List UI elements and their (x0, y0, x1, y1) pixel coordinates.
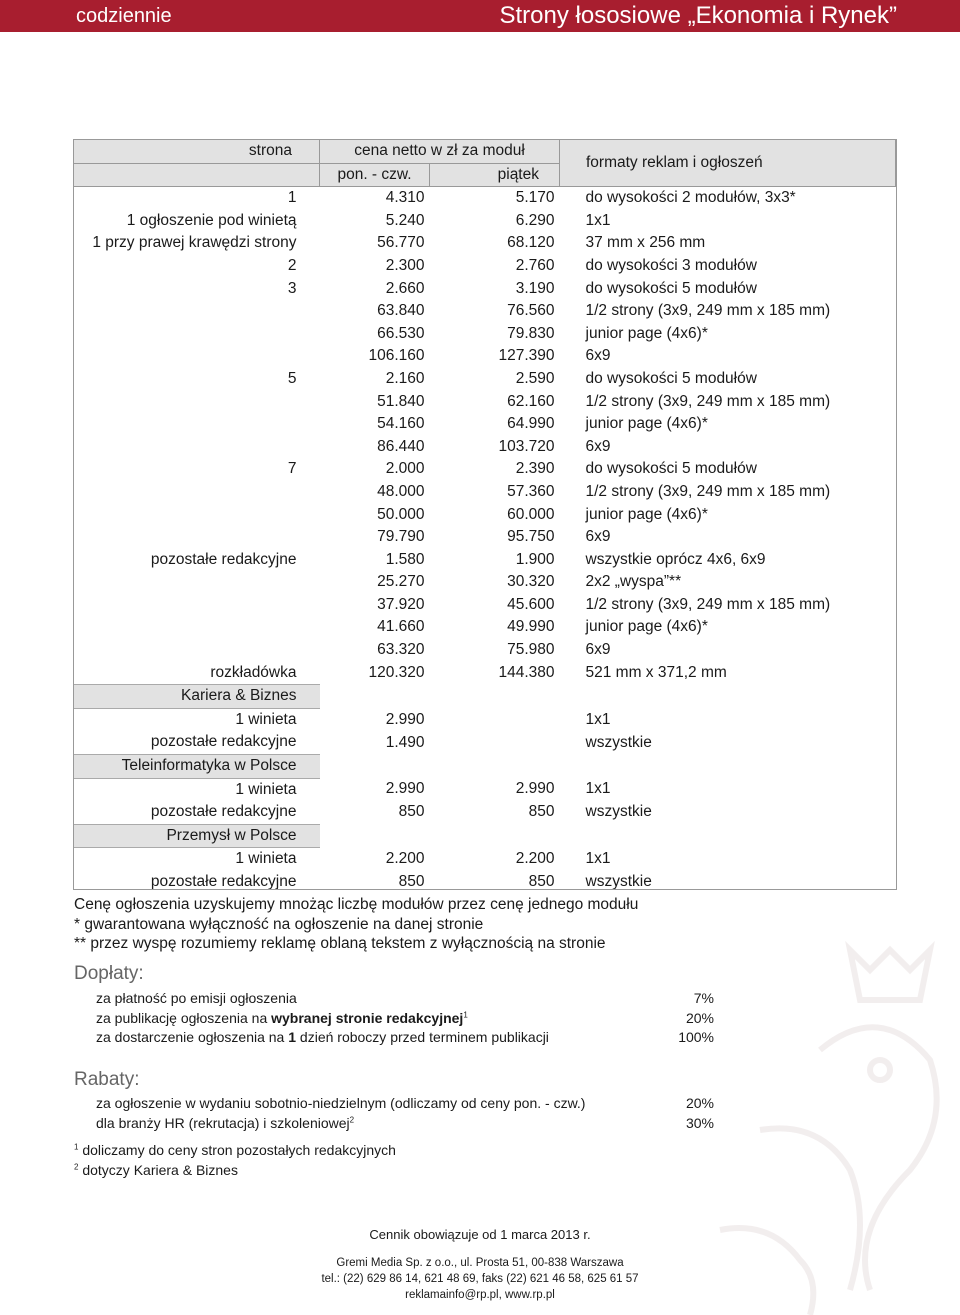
cell-price-pon-czw: 120.320 (368, 663, 425, 681)
cell-format: 6x9 (585, 347, 611, 365)
cell-price-pon-czw: 25.270 (377, 573, 425, 591)
doplata-value: 100% (678, 1029, 714, 1045)
footnotes (74, 1141, 396, 1180)
section-title: Teleinformatyka w Polsce (74, 755, 320, 779)
cell-price-pon-czw: 1.490 (385, 733, 425, 751)
table-row (74, 436, 896, 459)
table-row (74, 481, 896, 504)
cell-strona (74, 436, 320, 459)
cell-strona: rozkładówka (210, 663, 297, 681)
note-price-calc: Cenę ogłoszenia uzyskujemy mnożąc liczbę modułów przez cenę jednego modułu (74, 896, 639, 913)
table-row (74, 662, 896, 685)
cell-price-piatek: 144.380 (498, 663, 555, 681)
table-row (74, 232, 896, 255)
cell-price-pon-czw: 37.920 (377, 595, 425, 613)
cell-format: 6x9 (585, 437, 611, 455)
section-header-row (74, 685, 896, 709)
doplaty-list (96, 989, 714, 1048)
cell-format: junior page (4x6)* (585, 324, 708, 342)
cell-price-pon-czw: 86.440 (377, 437, 425, 455)
cell-strona (74, 481, 320, 504)
cell-format: 37 mm x 256 mm (585, 234, 706, 252)
cell-price-pon-czw: 4.310 (385, 189, 425, 207)
cell-format: 1/2 strony (3x9, 249 mm x 185 mm) (585, 392, 831, 410)
cell-strona: 2 (287, 256, 297, 274)
price-table-body (74, 140, 896, 894)
doplata-value: 7% (693, 990, 714, 1006)
cell-strona (74, 323, 320, 346)
footer-contact: reklamainfo@rp.pl, www.rp.pl (405, 1289, 555, 1301)
cell-strona (74, 345, 320, 368)
table-row (74, 708, 896, 731)
footnote-1: $^1$ doliczamy do ceny stron pozostałych redakcyjnych (74, 1142, 396, 1158)
doplata-item (96, 1028, 714, 1048)
cell-format: 6x9 (585, 528, 611, 546)
cell-strona: 1 (287, 189, 297, 207)
cell-price-pon-czw: 63.840 (377, 302, 425, 320)
rabat-value: 20% (685, 1095, 714, 1111)
cell-price-piatek: 850 (528, 873, 555, 890)
cell-price-piatek: 79.830 (507, 324, 555, 342)
cell-strona: pozostałe redakcyjne (150, 803, 297, 821)
cell-strona: pozostałe redakcyjne (150, 550, 297, 568)
cell-format: 2x2 „wyspa”** (585, 573, 682, 591)
table-row (74, 300, 896, 323)
cell-price-pon-czw: 2.160 (385, 369, 425, 387)
cell-format: junior page (4x6)* (585, 618, 708, 636)
table-row (74, 210, 896, 233)
cell-price-pon-czw: 56.770 (377, 234, 425, 252)
section-spacer (320, 685, 896, 709)
section-title: Kariera & Biznes (74, 685, 320, 709)
cell-format: junior page (4x6)* (585, 505, 708, 523)
table-row (74, 278, 896, 301)
doplata-value: 20% (685, 1009, 714, 1026)
table-row (74, 345, 896, 368)
cell-price-pon-czw: 850 (398, 873, 425, 890)
price-table (73, 139, 896, 894)
rabaty-list (96, 1094, 714, 1133)
cell-strona: 7 (287, 460, 297, 478)
cell-format: do wysokości 5 modułów (585, 279, 757, 297)
cell-price-pon-czw: 66.530 (377, 324, 425, 342)
cell-strona: 1 przy prawej krawędzi strony (92, 234, 297, 252)
col-header-piatek: piątek (430, 163, 560, 187)
cell-price-pon-czw: 5.240 (385, 211, 425, 229)
cell-price-pon-czw: 63.320 (377, 641, 425, 659)
col-header-empty (74, 163, 320, 187)
section-spacer (320, 824, 896, 848)
cell-strona: pozostałe redakcyjne (150, 733, 297, 751)
cell-price-pon-czw: 1.580 (385, 550, 425, 568)
table-row (74, 848, 896, 871)
cell-strona (74, 413, 320, 436)
cell-format: wszystkie (585, 873, 652, 890)
footer-company: Gremi Media Sp. z o.o., ul. Prosta 51, 00-838 Warszawa (336, 1257, 624, 1269)
cell-format: do wysokości 2 modułów, 3x3* (585, 189, 796, 207)
cell-format: 1/2 strony (3x9, 249 mm x 185 mm) (585, 482, 831, 500)
cell-price-piatek (430, 708, 560, 731)
cell-price-piatek: 103.720 (498, 437, 555, 455)
table-row (74, 368, 896, 391)
cell-price-piatek: 1.900 (515, 550, 555, 568)
doplata-item (96, 989, 714, 1009)
notes (74, 895, 638, 954)
cell-strona (74, 571, 320, 594)
doplata-label: za płatność po emisji ogłoszenia (96, 990, 297, 1006)
cell-strona: 1 ogłoszenie pod winietą (126, 211, 297, 229)
cell-price-pon-czw: 2.200 (385, 850, 425, 868)
cell-strona: 5 (287, 369, 297, 387)
doplata-label: za publikację ogłoszenia na wybranej stronie redakcyjnej$^1$ (96, 1009, 468, 1026)
cell-price-pon-czw: 106.160 (368, 347, 425, 365)
table-row (74, 187, 896, 210)
cell-format: 1x1 (585, 780, 611, 798)
cell-strona: 1 winieta (235, 780, 297, 798)
cell-strona: 3 (287, 279, 297, 297)
table-row (74, 778, 896, 801)
cell-price-pon-czw: 51.840 (377, 392, 425, 410)
cell-price-pon-czw: 850 (398, 803, 425, 821)
cell-price-pon-czw: 2.000 (385, 460, 425, 478)
table-row (74, 639, 896, 662)
table-header-row (74, 140, 896, 164)
page-title: Strony łososiowe „Ekonomia i Rynek” (499, 2, 897, 29)
table-row (74, 571, 896, 594)
table-row (74, 458, 896, 481)
doplaty-heading: Dopłaty: (74, 963, 144, 984)
cell-format: wszystkie (585, 803, 652, 821)
cell-price-pon-czw: 79.790 (377, 528, 425, 546)
cell-price-pon-czw: 2.660 (385, 279, 425, 297)
cell-format: 521 mm x 371,2 mm (585, 663, 727, 681)
rabat-item (96, 1114, 714, 1134)
cell-price-pon-czw: 41.660 (377, 618, 425, 636)
cell-format: 1x1 (585, 710, 611, 728)
table-row (74, 255, 896, 278)
cell-price-piatek: 75.980 (507, 641, 555, 659)
cell-strona (74, 526, 320, 549)
cell-price-piatek: 76.560 (507, 302, 555, 320)
col-header-cena: cena netto w zł za moduł (320, 140, 560, 164)
cell-price-piatek: 127.390 (498, 347, 555, 365)
col-header-strona: strona (74, 140, 320, 164)
cell-strona (74, 391, 320, 414)
footer-validity: Cennik obowiązuje od 1 marca 2013 r. (369, 1227, 591, 1242)
cell-price-piatek: 49.990 (507, 618, 555, 636)
cell-price-piatek: 57.360 (507, 482, 555, 500)
cell-price-piatek: 3.190 (515, 279, 555, 297)
cell-format: wszystkie oprócz 4x6, 6x9 (585, 550, 766, 568)
cell-strona: 1 winieta (235, 850, 297, 868)
cell-price-pon-czw: 48.000 (377, 482, 425, 500)
cell-format: junior page (4x6)* (585, 415, 708, 433)
cell-format: 1/2 strony (3x9, 249 mm x 185 mm) (585, 595, 831, 613)
cell-strona (74, 594, 320, 617)
section-label: codziennie (76, 5, 172, 27)
cell-price-pon-czw: 2.300 (385, 256, 425, 274)
cell-price-piatek: 68.120 (507, 234, 555, 252)
cell-price-pon-czw: 2.990 (385, 780, 425, 798)
cell-price-piatek: 64.990 (507, 415, 555, 433)
cell-price-pon-czw: 2.990 (385, 710, 425, 728)
rabat-label: dla branży HR (rekrutacja) i szkoleniowej$^2$ (96, 1114, 355, 1131)
cell-strona (74, 504, 320, 527)
table-row (74, 413, 896, 436)
cell-strona (74, 639, 320, 662)
cell-price-piatek: 62.160 (507, 392, 555, 410)
table-row (74, 871, 896, 894)
cell-price-piatek: 2.590 (515, 369, 555, 387)
cell-price-piatek: 2.990 (515, 780, 555, 798)
cell-price-pon-czw: 54.160 (377, 415, 425, 433)
table-row (74, 801, 896, 824)
cell-price-pon-czw: 50.000 (377, 505, 425, 523)
cell-strona: pozostałe redakcyjne (150, 873, 297, 890)
note-exclusivity: * gwarantowana wyłączność na ogłoszenie na danej stronie (74, 915, 484, 933)
cell-format: do wysokości 5 modułów (585, 369, 757, 387)
footer-phones: tel.: (22) 629 86 14, 621 48 69, faks (22) 621 46 58, 625 61 57 (321, 1273, 639, 1285)
table-row (74, 731, 896, 754)
section-spacer (320, 755, 896, 779)
cell-price-piatek: 2.200 (515, 850, 555, 868)
cell-strona (74, 616, 320, 639)
cell-price-piatek: 30.320 (507, 573, 555, 591)
footnote-2: $^2$ dotyczy Kariera & Biznes (74, 1161, 238, 1178)
note-island: ** przez wyspę rozumiemy reklamę oblaną tekstem z wyłącznością na stronie (74, 935, 606, 952)
cell-price-piatek: 2.390 (515, 460, 555, 478)
cell-price-piatek: 2.760 (515, 256, 555, 274)
cell-format: 1x1 (585, 850, 611, 868)
rabat-value: 30% (685, 1114, 714, 1131)
section-header-row (74, 755, 896, 779)
cell-format: 6x9 (585, 641, 611, 659)
table-row (74, 526, 896, 549)
cell-format: wszystkie (585, 733, 652, 751)
col-header-pon-czw: pon. - czw. (320, 163, 430, 187)
cell-price-piatek: 95.750 (507, 528, 555, 546)
cell-strona (74, 300, 320, 323)
doplata-item (96, 1009, 714, 1029)
cell-strona: 1 winieta (235, 710, 297, 728)
section-header-row (74, 824, 896, 848)
rabaty-heading: Rabaty: (74, 1069, 140, 1090)
table-row (74, 594, 896, 617)
cell-price-piatek: 45.600 (507, 595, 555, 613)
table-row (74, 323, 896, 346)
cell-price-piatek: 60.000 (507, 505, 555, 523)
cell-format: 1x1 (585, 211, 611, 229)
table-row (74, 504, 896, 527)
cell-price-piatek: 6.290 (515, 211, 555, 229)
cell-format: do wysokości 5 modułów (585, 460, 757, 478)
cell-format: 1/2 strony (3x9, 249 mm x 185 mm) (585, 302, 831, 320)
rabat-item (96, 1094, 714, 1114)
col-header-formaty: formaty reklam i ogłoszeń (560, 140, 896, 187)
table-row (74, 391, 896, 414)
section-title: Przemysł w Polsce (74, 824, 320, 848)
table-row (74, 616, 896, 639)
cell-format: do wysokości 3 modułów (585, 256, 757, 274)
cell-price-piatek (430, 731, 560, 754)
doplata-label: za dostarczenie ogłoszenia na 1 dzień roboczy przed terminem publikacji (96, 1029, 549, 1045)
cell-price-piatek: 850 (528, 803, 555, 821)
cell-price-piatek: 5.170 (515, 189, 555, 207)
header-bar (0, 0, 960, 32)
rabat-label: za ogłoszenie w wydaniu sobotnio-niedzielnym (odliczamy od ceny pon. - czw.) (96, 1095, 586, 1111)
table-row (74, 549, 896, 572)
